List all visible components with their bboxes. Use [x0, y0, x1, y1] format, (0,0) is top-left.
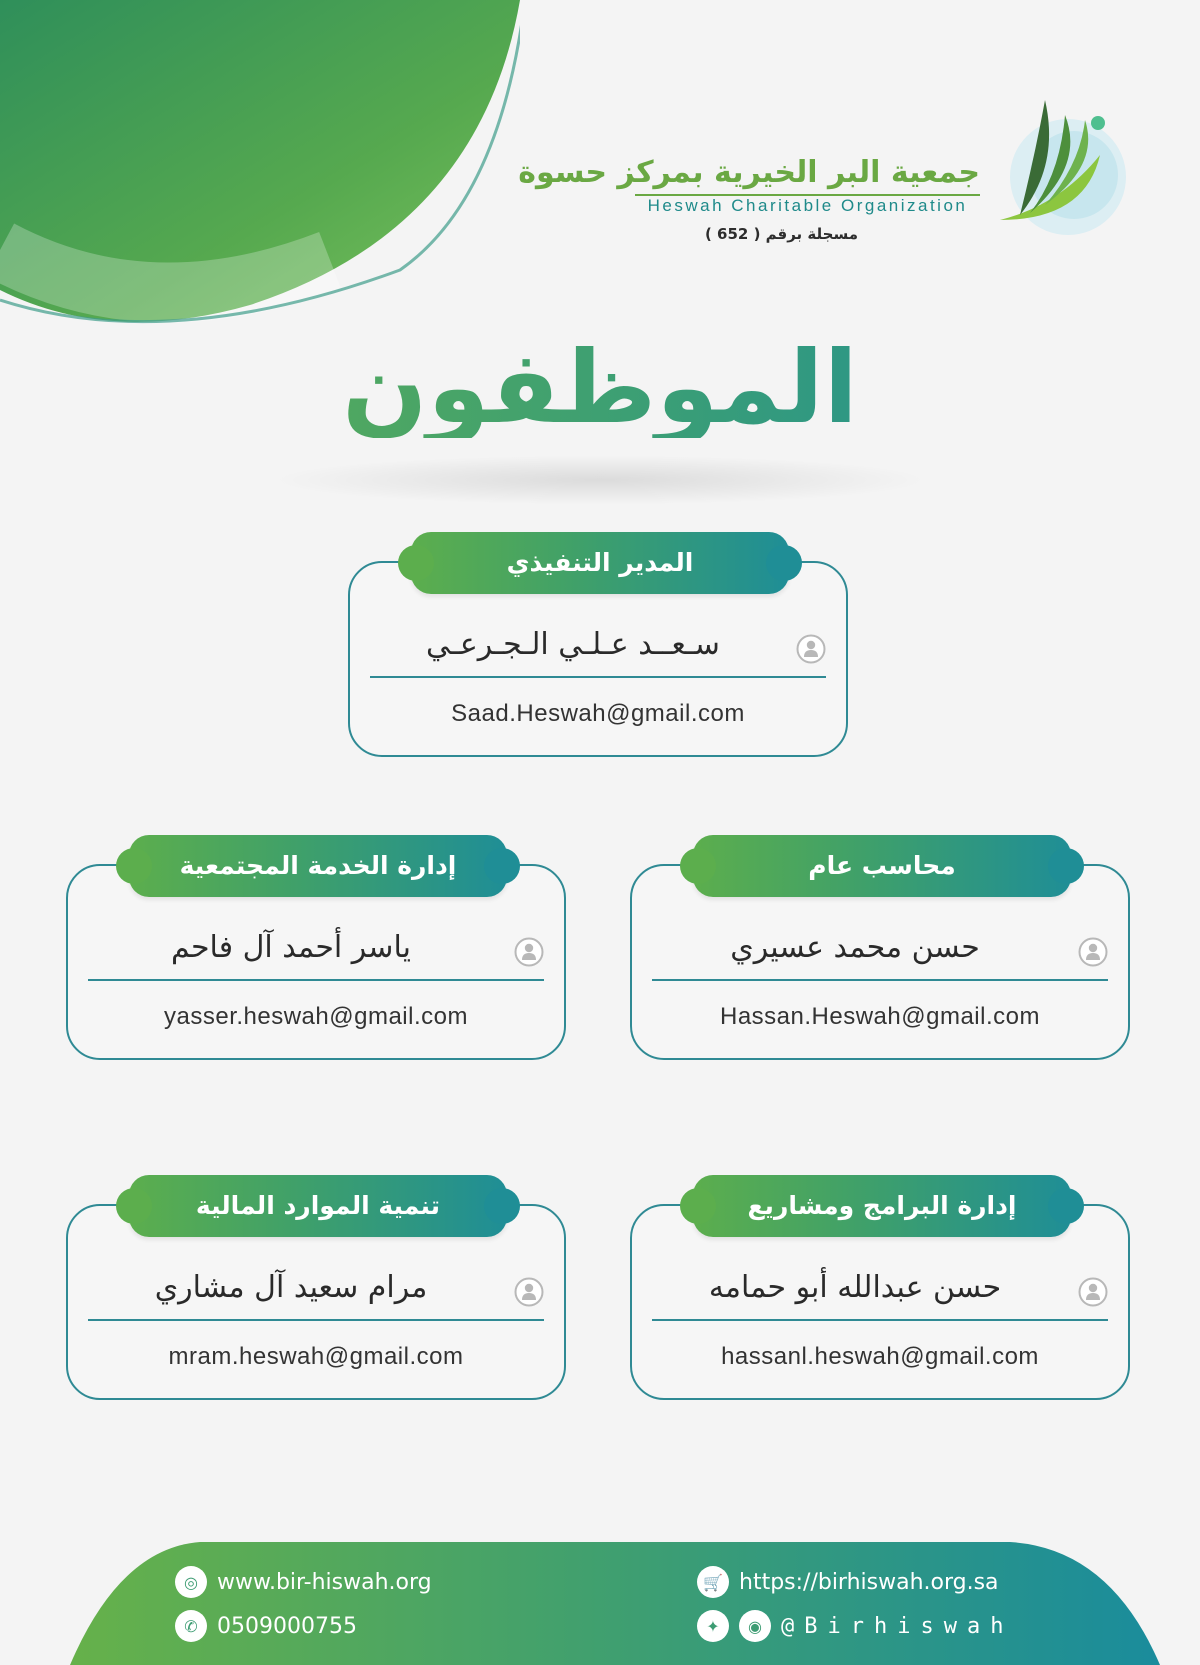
employee-name: ياسر أحمد آل فاحم [171, 930, 411, 965]
role-tag: إدارة الخدمة المجتمعية [129, 835, 507, 897]
person-icon [796, 634, 826, 664]
instagram-icon[interactable]: ◉ [739, 1610, 771, 1642]
role-tag: إدارة البرامج ومشاريع [693, 1175, 1071, 1237]
employee-card-executive-director [348, 548, 848, 757]
role-tag: تنمية الموارد المالية [129, 1175, 507, 1237]
employee-email[interactable]: Hassan.Heswah@gmail.com [720, 1003, 1040, 1030]
employee-name: مرام سعيد آل مشاري [154, 1270, 428, 1305]
twitter-icon[interactable]: ✦ [697, 1610, 729, 1642]
phone-link[interactable] [175, 1610, 357, 1642]
employee-email[interactable]: mram.heswah@gmail.com [168, 1343, 464, 1370]
employee-name: سـعــد عـلـي الـجـرعـي [426, 627, 720, 662]
card-divider [88, 1319, 544, 1321]
person-icon [1078, 1277, 1108, 1307]
website-text: www.bir-hiswah.org [217, 1569, 432, 1595]
employee-name: حسن عبدالله أبو حمامه [708, 1270, 1002, 1305]
role-tag: المدير التنفيذي [411, 532, 789, 594]
website-link[interactable] [175, 1566, 432, 1598]
footer [0, 1538, 1200, 1665]
organization-name-en: Heswah Charitable Organization [647, 196, 968, 215]
employee-card-programs [630, 1191, 1130, 1400]
employee-name: حسن محمد عسيري [730, 930, 980, 965]
person-icon [514, 1277, 544, 1307]
corner-decoration [0, 0, 520, 340]
organization-logo [518, 95, 1130, 255]
card-divider [370, 676, 826, 678]
social-handle: @Birhiswah [781, 1613, 1014, 1639]
employee-email[interactable]: hassanl.heswah@gmail.com [721, 1343, 1039, 1370]
footer-background [0, 1538, 1200, 1665]
registration-number: مسجلة برقم ( 652 ) [704, 225, 858, 243]
employee-card-financial-resources [66, 1191, 566, 1400]
store-text: https://birhiswah.org.sa [739, 1569, 999, 1595]
employee-email[interactable]: yasser.heswah@gmail.com [164, 1003, 468, 1030]
social-links[interactable] [697, 1610, 1013, 1642]
person-icon [1078, 937, 1108, 967]
phone-text: 0509000755 [217, 1613, 357, 1639]
title-shadow [270, 455, 930, 505]
card-divider [88, 979, 544, 981]
organization-name-ar: جمعية البر الخيرية بمركز حسوة [518, 155, 980, 190]
cart-icon: 🛒 [697, 1566, 729, 1598]
person-icon [514, 937, 544, 967]
globe-icon: ◎ [175, 1566, 207, 1598]
card-divider [652, 979, 1108, 981]
employee-email[interactable]: Saad.Heswah@gmail.com [451, 700, 745, 727]
card-divider [652, 1319, 1108, 1321]
whatsapp-icon: ✆ [175, 1610, 207, 1642]
employee-card-community-service [66, 851, 566, 1060]
logo-leaves-icon [990, 95, 1130, 245]
employee-card-accountant [630, 851, 1130, 1060]
role-tag: محاسب عام [693, 835, 1071, 897]
store-link[interactable] [697, 1566, 999, 1598]
page-title: الموظفون [0, 338, 1200, 438]
